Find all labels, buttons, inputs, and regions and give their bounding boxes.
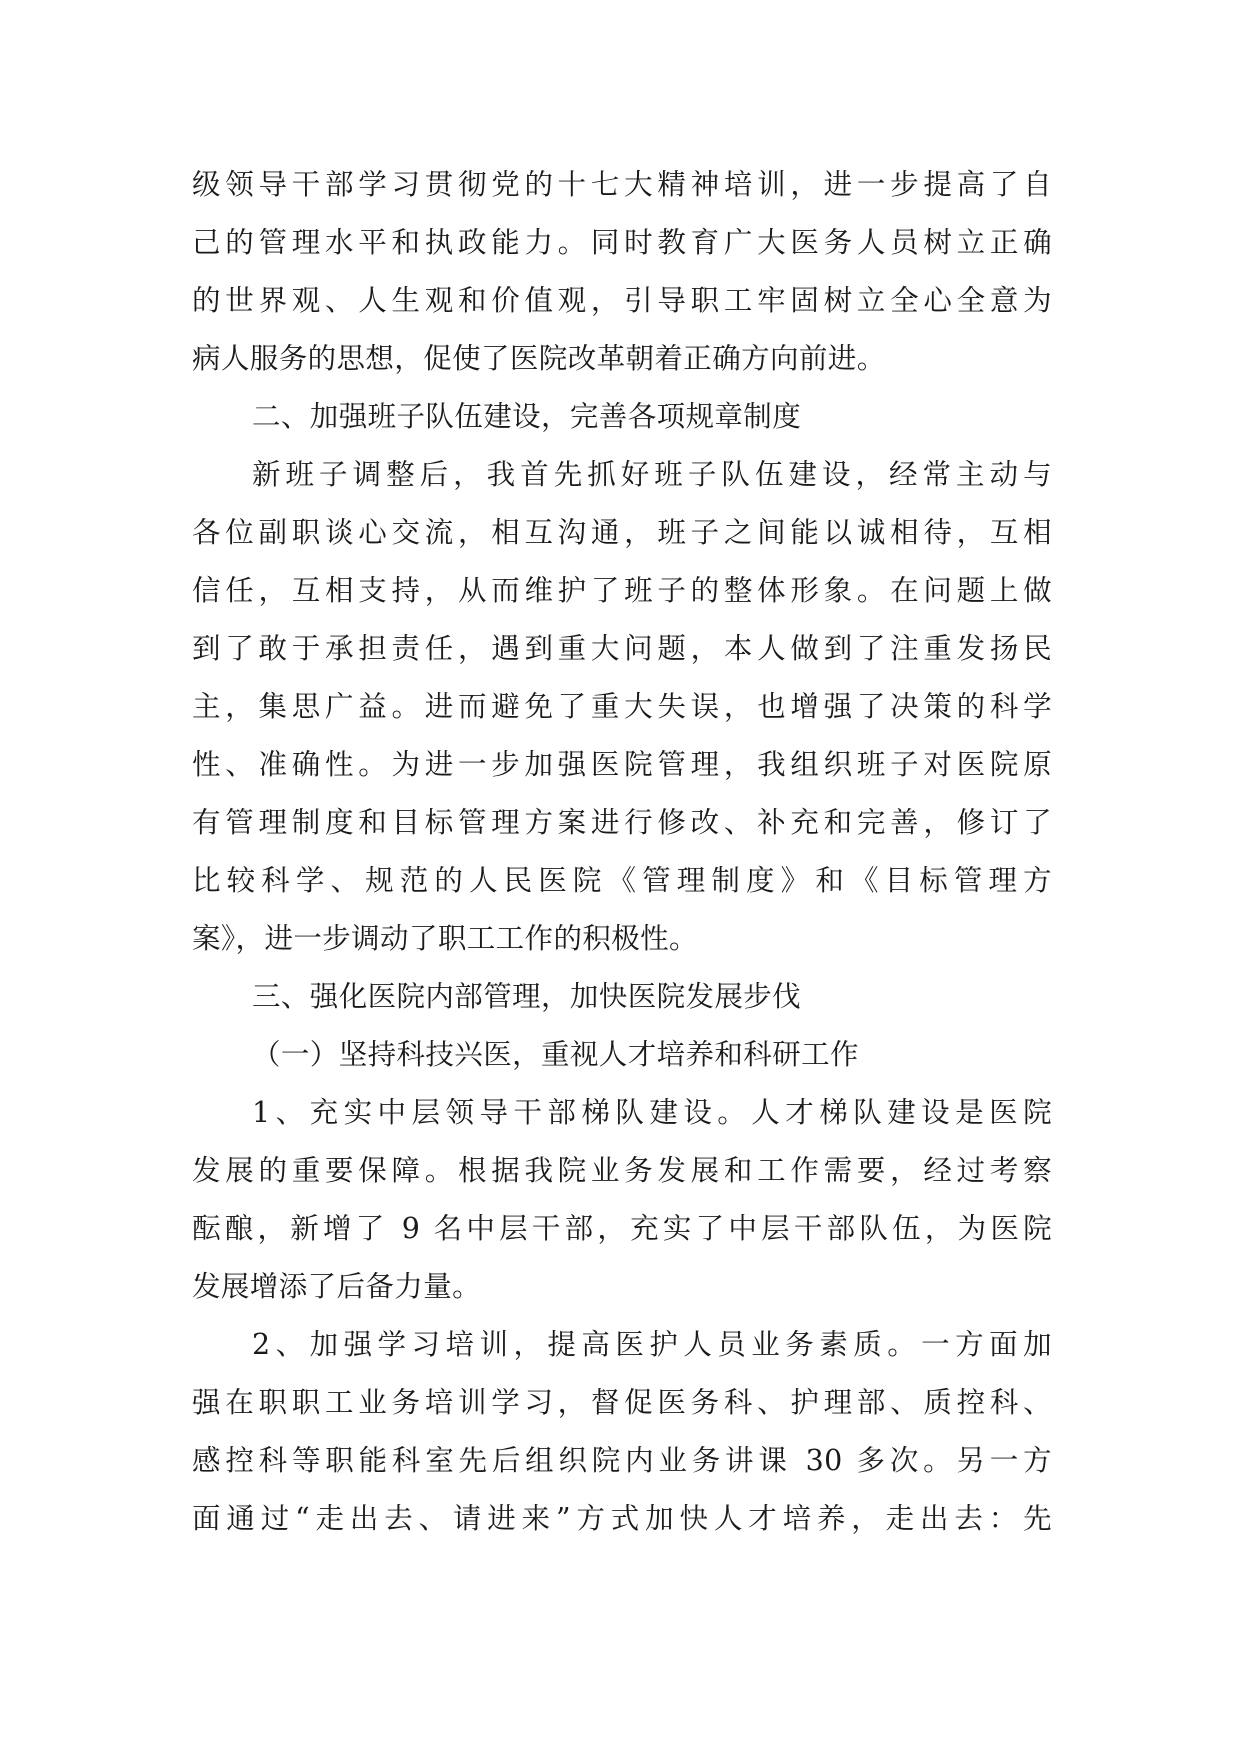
text-line: 案》，进一步调动了职工工作的积极性。 xyxy=(192,922,698,955)
text-line: 性、准确性。为进一步加强医院管理，我组织班子对医院原 xyxy=(192,748,1052,781)
text-line: 有管理制度和目标管理方案进行修改、补充和完善，修订了 xyxy=(192,806,1052,839)
document-body xyxy=(192,156,1062,1548)
text-line: 酝酿，新增了 9 名中层干部，充实了中层干部队伍，为医院 xyxy=(192,1212,1052,1245)
text-line: 主，集思广益。进而避免了重大失误，也增强了决策的科学 xyxy=(192,690,1052,723)
text-line: 己的管理水平和执政能力。同时教育广大医务人员树立正确 xyxy=(192,226,1052,259)
text-line: 到了敢于承担责任，遇到重大问题，本人做到了注重发扬民 xyxy=(192,632,1052,665)
text-line: 2、加强学习培训，提高医护人员业务素质。一方面加 xyxy=(252,1328,1052,1361)
text-line: 病人服务的思想，促使了医院改革朝着正确方向前进。 xyxy=(192,342,886,375)
text-line: 级领导干部学习贯彻党的十七大精神培训，进一步提高了自 xyxy=(192,168,1052,201)
text-line: 面通过“走出去、请进来”方式加快人才培养，走出去：先 xyxy=(192,1502,1052,1535)
section-heading: 三、强化医院内部管理，加快医院发展步伐 xyxy=(252,980,802,1013)
subsection-heading: （一）坚持科技兴医，重视人才培养和科研工作 xyxy=(252,1038,859,1071)
text-line: 的世界观、人生观和价值观，引导职工牢固树立全心全意为 xyxy=(192,284,1052,317)
text-line: 1、充实中层领导干部梯队建设。人才梯队建设是医院 xyxy=(252,1096,1052,1129)
text-line: 发展的重要保障。根据我院业务发展和工作需要，经过考察 xyxy=(192,1154,1052,1187)
text-line: 各位副职谈心交流，相互沟通，班子之间能以诚相待，互相 xyxy=(192,516,1052,549)
text-line: 新班子调整后，我首先抓好班子队伍建设，经常主动与 xyxy=(252,458,1052,491)
section-heading: 二、加强班子队伍建设，完善各项规章制度 xyxy=(252,400,802,433)
text-line: 感控科等职能科室先后组织院内业务讲课 30 多次。另一方 xyxy=(192,1444,1052,1477)
text-line: 信任，互相支持，从而维护了班子的整体形象。在问题上做 xyxy=(192,574,1052,607)
text-line: 发展增添了后备力量。 xyxy=(192,1270,482,1303)
text-line: 比较科学、规范的人民医院《管理制度》和《目标管理方 xyxy=(192,864,1052,897)
text-line: 强在职职工业务培训学习，督促医务科、护理部、质控科、 xyxy=(192,1386,1052,1419)
